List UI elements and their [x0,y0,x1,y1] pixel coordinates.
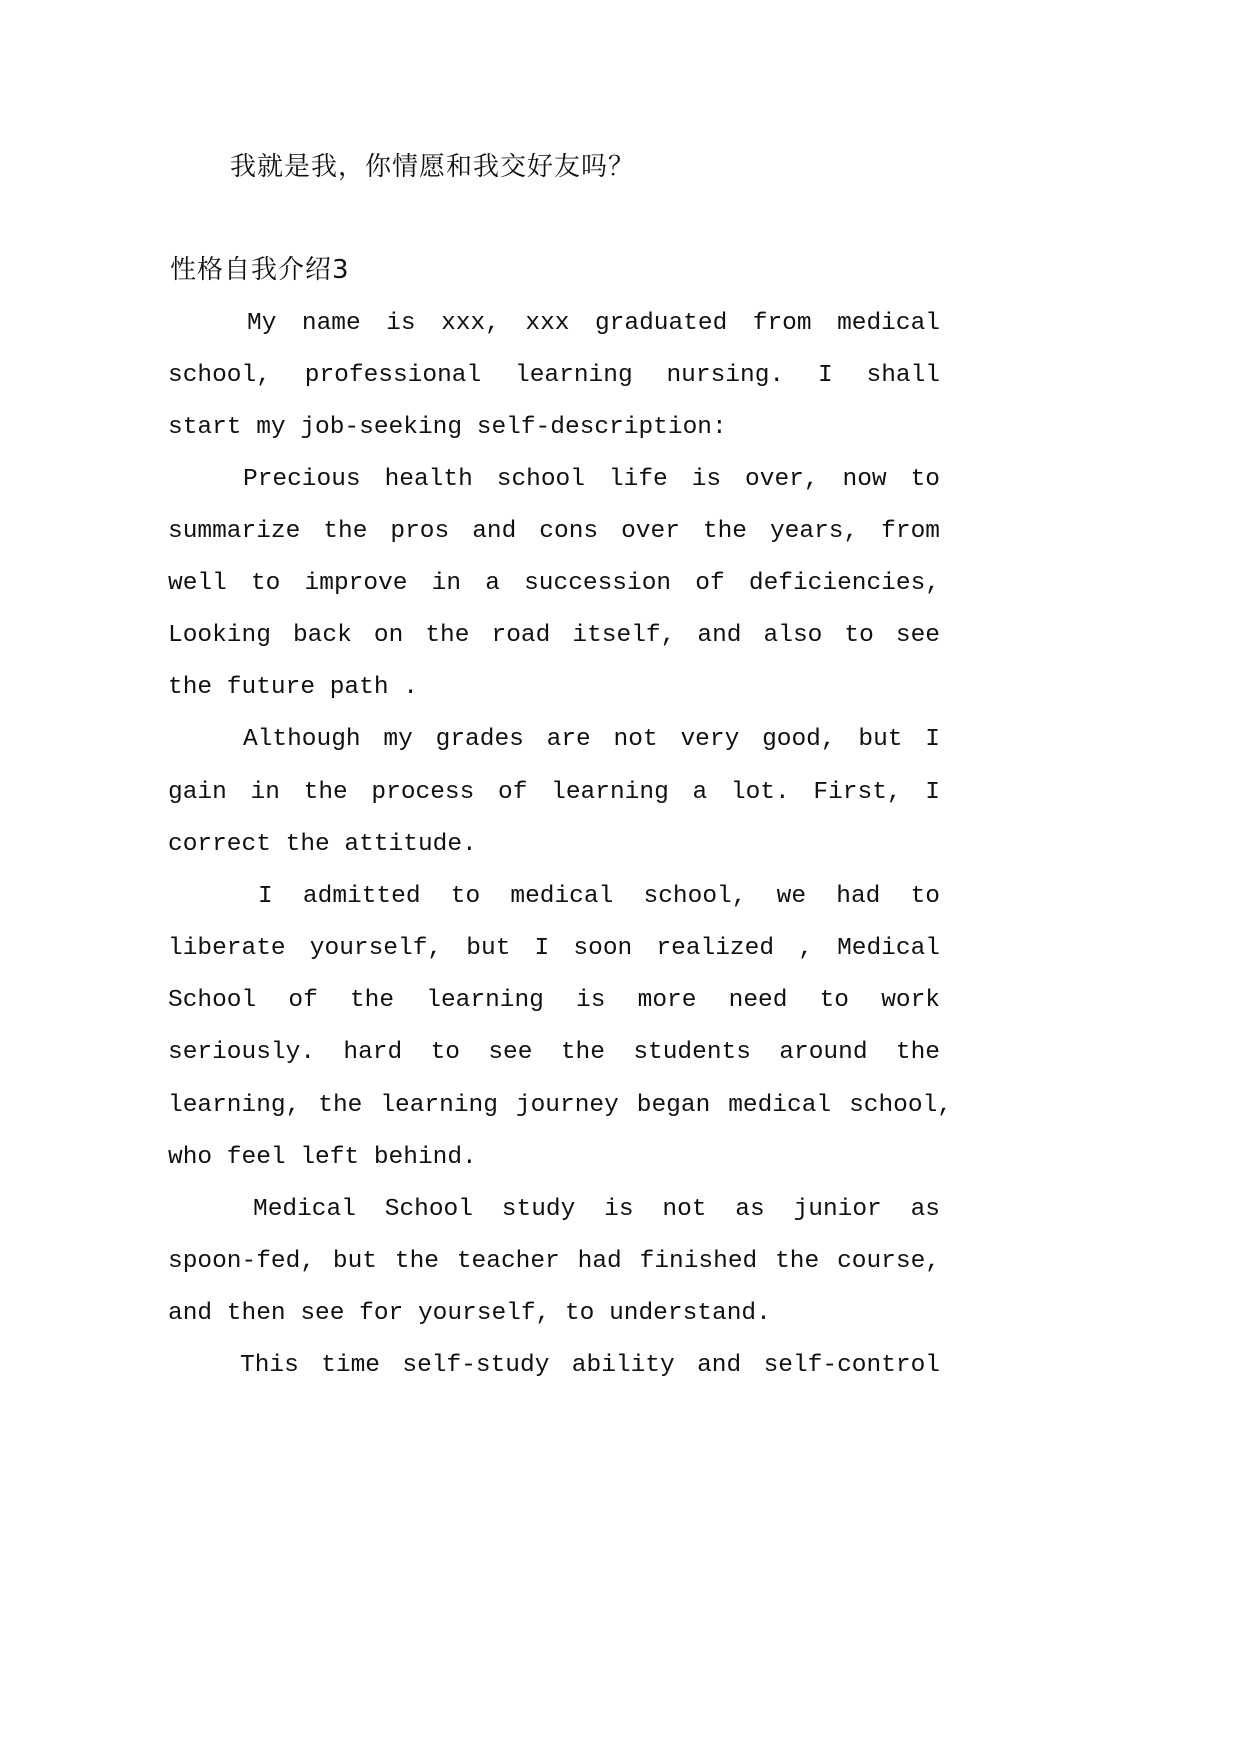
body-text-line: Looking back on the road itself, and also to see [168,622,940,649]
body-text-line: summarize the pros and cons over the years, from [168,518,940,545]
body-text-line: Medical School study is not as junior as [253,1196,940,1223]
body-text-line: learning, the learning journey began medical school, [168,1092,952,1119]
body-text-line: seriously. hard to see the students around the [168,1039,940,1066]
body-text-line: Precious health school life is over, now to [243,466,940,493]
body-text-line: start my job-seeking self-description: [168,414,727,441]
body-text-line: Although my grades are not very good, but I [243,726,940,753]
body-text-line: well to improve in a succession of deficiencies, [168,570,940,597]
body-text-line: correct the attitude. [168,831,477,858]
body-text-line: school, professional learning nursing. I shall [168,362,940,389]
body-text-line: and then see for yourself, to understand. [168,1300,771,1327]
body-text-line: gain in the process of learning a lot. First, I [168,779,940,806]
body-text-line: the future path . [168,674,418,701]
body-text-line: liberate yourself, but I soon realized , Medical [168,935,940,962]
body-text-line: This time self-study ability and self-control [240,1352,940,1379]
body-text-line: My name is xxx, xxx graduated from medical [247,310,940,337]
body-text-line: I admitted to medical school, we had to [258,883,940,910]
body-text-line: School of the learning is more need to work [168,987,940,1014]
body-text-line: who feel left behind. [168,1144,477,1171]
intro-closing-line: 我就是我，你情愿和我交好友吗？ [230,152,636,182]
body-text-line: spoon-fed, but the teacher had finished the course, [168,1248,940,1275]
section-heading: 性格自我介绍3 [170,255,350,285]
